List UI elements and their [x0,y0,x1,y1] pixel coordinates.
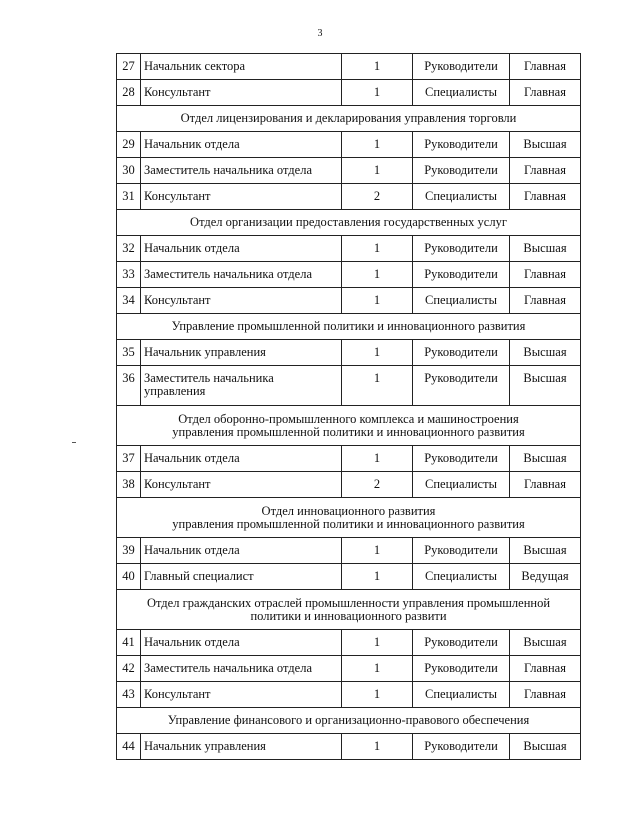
staff-group: Высшая [510,630,581,656]
section-header-row [117,498,581,538]
position-name: Начальник отдела [141,132,342,158]
staff-table [116,53,581,760]
staff-count: 1 [342,340,413,366]
table-row [117,262,581,288]
table-row [117,734,581,760]
position-name: Консультант [141,80,342,106]
row-number: 43 [117,682,141,708]
staff-count: 1 [342,682,413,708]
section-title-line: политики и инновационного развити [250,608,447,623]
row-number: 36 [117,366,141,406]
staff-category: Специалисты [413,80,510,106]
staff-group: Главная [510,656,581,682]
staff-group: Главная [510,184,581,210]
staff-group: Главная [510,80,581,106]
staff-count: 1 [342,132,413,158]
row-number: 38 [117,472,141,498]
position-name: Начальник отдела [141,538,342,564]
section-header-row [117,106,581,132]
staff-count: 2 [342,184,413,210]
row-number: 37 [117,446,141,472]
staff-category: Руководители [413,236,510,262]
row-number: 40 [117,564,141,590]
position-name: Начальник сектора [141,54,342,80]
section-title-line: Отдел гражданских отраслей промышленности управления промышленной [146,595,551,610]
row-number: 42 [117,656,141,682]
table-row [117,340,581,366]
staff-table-body [117,54,581,760]
position-name-line: Заместитель начальника [144,371,274,385]
section-header-row [117,406,581,446]
row-number: 44 [117,734,141,760]
position-name: Начальник отдела [141,446,342,472]
staff-count: 1 [342,80,413,106]
table-row [117,236,581,262]
staff-category: Руководители [413,734,510,760]
margin-mark [72,442,76,443]
staff-category: Специалисты [413,288,510,314]
table-row [117,366,581,406]
staff-count: 2 [342,472,413,498]
row-number: 27 [117,54,141,80]
position-name: Начальник отдела [141,630,342,656]
staff-group: Ведущая [510,564,581,590]
table-row [117,288,581,314]
staff-count: 1 [342,630,413,656]
staff-group: Высшая [510,132,581,158]
staff-group: Высшая [510,236,581,262]
position-name-line: управления [144,384,206,398]
position-name: Консультант [141,184,342,210]
staff-category: Руководители [413,340,510,366]
table-row [117,564,581,590]
table-row [117,446,581,472]
row-number: 41 [117,630,141,656]
section-header-row [117,708,581,734]
staff-count: 1 [342,158,413,184]
table-row [117,158,581,184]
section-title-line: Управление промышленной политики и инновационного развития [171,319,526,333]
section-title [117,406,581,446]
position-name: Начальник управления [141,340,342,366]
table-row [117,132,581,158]
staff-category: Руководители [413,630,510,656]
staff-group: Высшая [510,734,581,760]
section-header-row [117,590,581,630]
section-title-line: Управление финансового и организационно-правового обеспечения [167,713,530,727]
section-title-line: Отдел оборонно-промышленного комплекса и машиностроения [178,411,519,426]
staff-category: Руководители [413,132,510,158]
staff-group: Высшая [510,366,581,406]
row-number: 35 [117,340,141,366]
page-number: 3 [317,28,323,39]
staff-category: Руководители [413,262,510,288]
row-number: 32 [117,236,141,262]
position-name: Главный специалист [141,564,342,590]
row-number: 39 [117,538,141,564]
section-header-row [117,210,581,236]
staff-group: Главная [510,288,581,314]
staff-category: Специалисты [413,472,510,498]
row-number: 28 [117,80,141,106]
staff-group: Главная [510,54,581,80]
table-row [117,538,581,564]
staff-count: 1 [342,236,413,262]
position-name [141,366,342,406]
staff-group: Главная [510,262,581,288]
staff-count: 1 [342,288,413,314]
section-title [117,106,581,132]
row-number: 34 [117,288,141,314]
section-title-line: Отдел организации предоставления государственных услуг [190,215,507,229]
staff-group: Главная [510,682,581,708]
row-number: 30 [117,158,141,184]
position-name: Начальник управления [141,734,342,760]
staff-count: 1 [342,656,413,682]
section-title-line: управления промышленной политики и инновационного развития [172,424,525,439]
staff-count: 1 [342,538,413,564]
table-row [117,656,581,682]
staff-group: Главная [510,158,581,184]
position-name: Консультант [141,682,342,708]
section-title [117,590,581,630]
table-row [117,682,581,708]
staff-category: Руководители [413,656,510,682]
table-row [117,54,581,80]
table-row [117,184,581,210]
staff-category: Руководители [413,446,510,472]
staff-group: Высшая [510,446,581,472]
staff-category: Руководители [413,366,510,406]
staff-category: Руководители [413,54,510,80]
table-row [117,472,581,498]
position-name: Консультант [141,472,342,498]
row-number: 29 [117,132,141,158]
section-title [117,314,581,340]
staff-count: 1 [342,366,413,406]
table-row [117,80,581,106]
staff-group: Высшая [510,340,581,366]
row-number: 31 [117,184,141,210]
staff-category: Руководители [413,538,510,564]
section-title [117,708,581,734]
position-name: Консультант [141,288,342,314]
position-name: Начальник отдела [141,236,342,262]
position-name: Заместитель начальника отдела [141,158,342,184]
staff-group: Главная [510,472,581,498]
section-title-line: Отдел инновационного развития [261,503,436,518]
staff-count: 1 [342,446,413,472]
staff-category: Специалисты [413,682,510,708]
staff-category: Руководители [413,158,510,184]
position-name: Заместитель начальника отдела [141,656,342,682]
staff-count: 1 [342,262,413,288]
staff-group: Высшая [510,538,581,564]
position-name: Заместитель начальника отдела [141,262,342,288]
row-number: 33 [117,262,141,288]
section-header-row [117,314,581,340]
section-title-line: Отдел лицензирования и декларирования управления торговли [180,111,517,125]
section-title-line: управления промышленной политики и инновационного развития [172,516,525,531]
section-title [117,210,581,236]
table-row [117,630,581,656]
staff-category: Специалисты [413,564,510,590]
staff-count: 1 [342,734,413,760]
staff-category: Специалисты [413,184,510,210]
staff-count: 1 [342,54,413,80]
staff-count: 1 [342,564,413,590]
section-title [117,498,581,538]
